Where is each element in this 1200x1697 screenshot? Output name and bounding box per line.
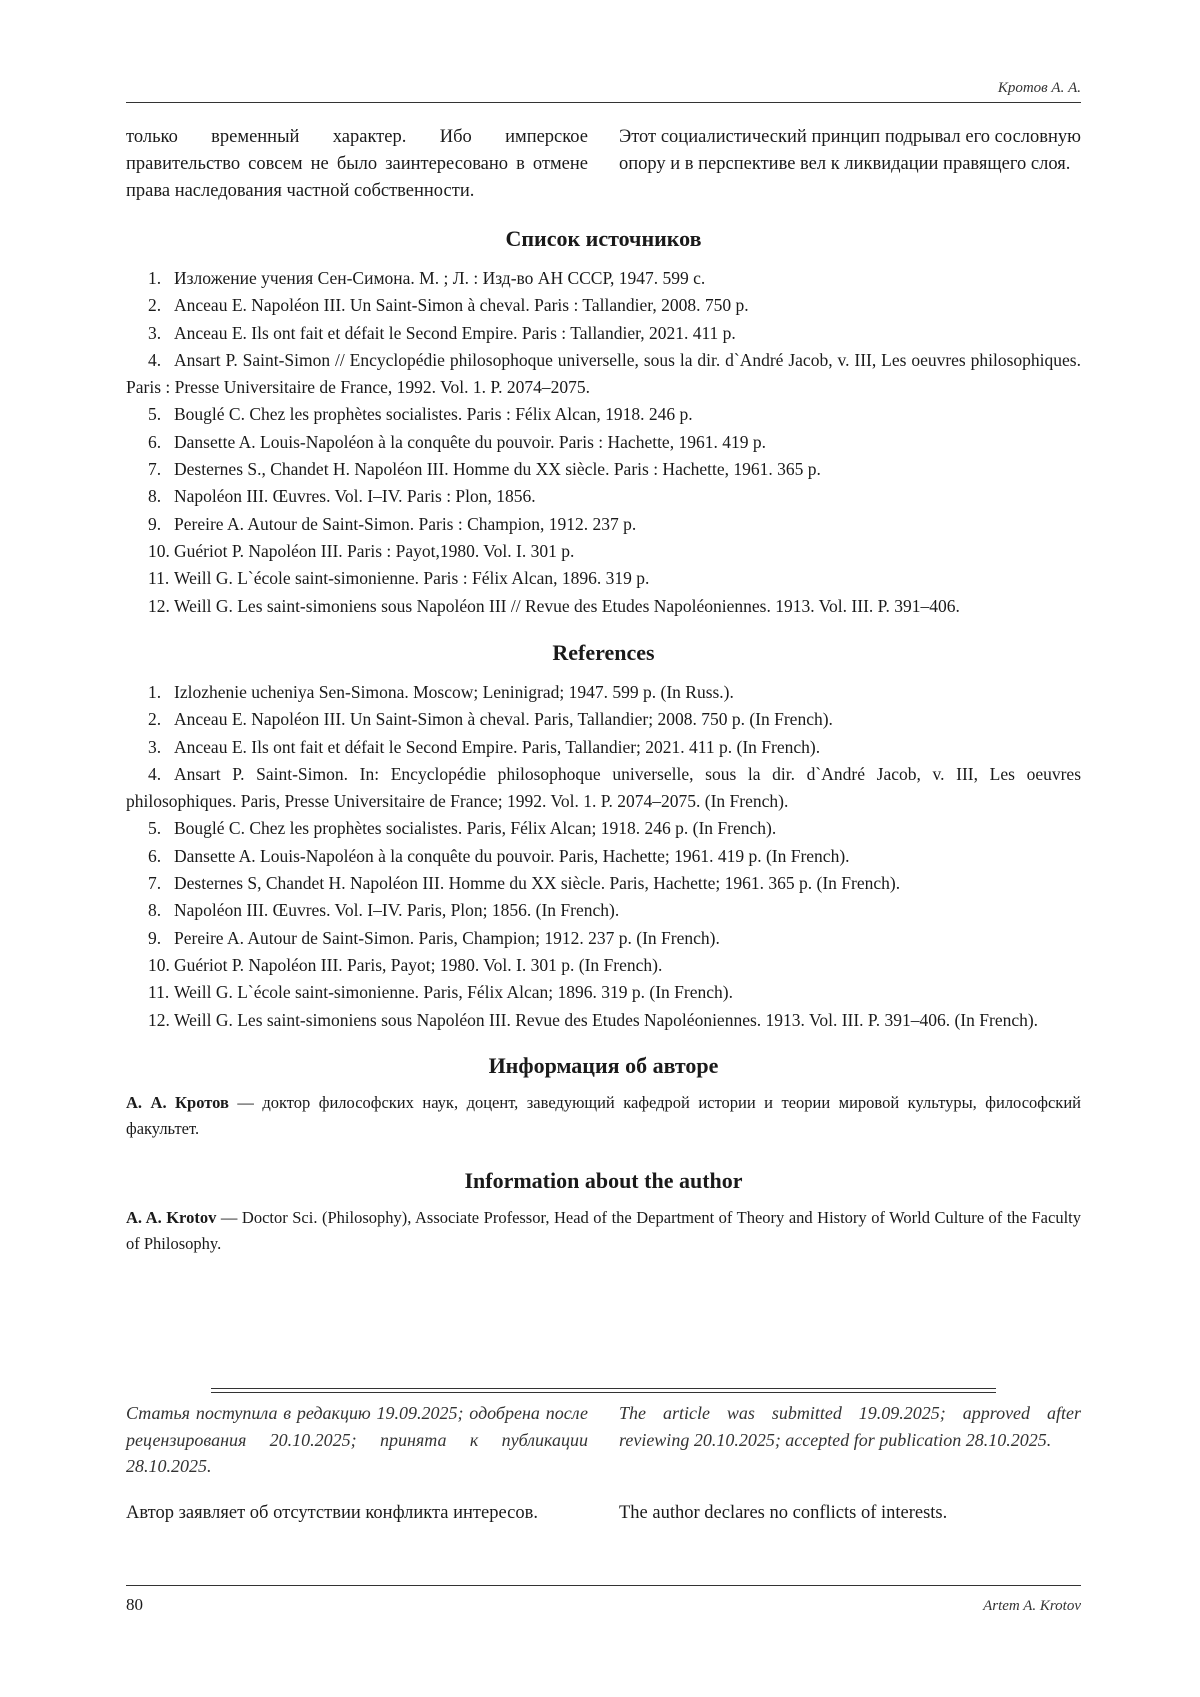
reference-text: Napoléon III. Œuvres. Vol. I–IV. Paris, Plon; 1856. (In French). [174, 900, 620, 921]
conflict-ru: Автор заявляет об отсутствии конфликта интересов. [126, 1503, 538, 1523]
reference-text: Guériot P. Napoléon III. Paris : Payot,1980. Vol. I. 301 p. [174, 540, 575, 561]
dates-en: The article was submitted 19.09.2025; approved after reviewing 20.10.2025; accepted for publication 28.10.2025. [619, 1403, 1081, 1450]
reference-number: 10. [148, 954, 170, 975]
sources-list [126, 265, 1081, 620]
reference-text: Guériot P. Napoléon III. Paris, Payot; 1980. Vol. I. 301 p. (In French). [174, 954, 663, 975]
reference-number: 9. [148, 927, 162, 948]
reference-item [126, 456, 1081, 483]
reference-number: 5. [148, 404, 162, 425]
reference-number: 7. [148, 459, 162, 480]
reference-text: Anceau E. Ils ont fait et défait le Second Empire. Paris : Tallandier, 2021. 411 p. [174, 322, 736, 343]
author-desc-ru: — доктор философских наук, доцент, заведующий кафедрой истории и теории мировой культуры, философский факультет. [126, 1093, 1081, 1138]
reference-number: 5. [148, 818, 162, 839]
reference-item [126, 870, 1081, 897]
reference-number: 1. [148, 268, 162, 288]
references-heading: References [552, 640, 655, 665]
author-name-en: A. A. Krotov [126, 1208, 217, 1227]
reference-number: 10. [148, 540, 170, 561]
author-desc-en: — Doctor Sci. (Philosophy), Associate Professor, Head of the Department of Theory and History of World Culture of the Faculty of Philosophy. [126, 1208, 1081, 1253]
reference-number: 3. [148, 322, 162, 343]
reference-text: Anceau E. Napoléon III. Un Saint-Simon à cheval. Paris : Tallandier, 2008. 750 p. [174, 295, 749, 316]
reference-text: Dansette A. Louis-Napoléon à la conquête du pouvoir. Paris : Hachette, 1961. 419 p. [174, 431, 766, 452]
reference-number: 3. [148, 736, 162, 757]
reference-text: Dansette A. Louis-Napoléon à la conquête du pouvoir. Paris, Hachette; 1961. 419 p. (In French). [174, 845, 850, 866]
reference-item [126, 979, 1081, 1006]
reference-text: Ansart P. Saint-Simon // Encyclopédie philosophoque universelle, sous la dir. d`André Jacob, v. III, Les oeuvres philosophiques. Paris : Presse Universitaire de France, 1992. Vol. 1. P. 2074–2075. [126, 349, 1081, 398]
author-name-ru: А. А. Кротов [126, 1093, 229, 1112]
reference-number: 4. [148, 349, 162, 370]
reference-item [126, 429, 1081, 456]
intro-right: Этот социалистический принцип подрывал его сословную опору и в перспективе вел к ликвидации правящего слоя. [619, 127, 1081, 174]
reference-item [126, 401, 1081, 428]
reference-text: Bouglé C. Chez les prophètes socialistes. Paris, Félix Alcan; 1918. 246 p. (In French). [174, 818, 777, 839]
reference-number: 2. [148, 709, 162, 730]
author-info-ru [126, 1090, 1081, 1142]
reference-text: Weill G. L`école saint-simonienne. Paris : Félix Alcan, 1896. 319 p. [174, 568, 650, 589]
reference-item [126, 843, 1081, 870]
reference-item [126, 1007, 1081, 1034]
reference-number: 1. [148, 682, 162, 702]
reference-number: 2. [148, 295, 162, 316]
reference-item [126, 734, 1081, 761]
reference-text: Weill G. L`école saint-simonienne. Paris, Félix Alcan; 1896. 319 p. (In French). [174, 982, 733, 1003]
reference-number: 12. [148, 595, 170, 616]
header-rule [126, 102, 1081, 103]
reference-text: Pereire A. Autour de Saint-Simon. Paris : Champion, 1912. 237 p. [174, 513, 637, 534]
reference-number: 8. [148, 486, 162, 507]
reference-text: Desternes S., Chandet H. Napoléon III. Homme du XX siècle. Paris : Hachette, 1961. 365 p. [174, 459, 821, 480]
reference-item [126, 320, 1081, 347]
reference-number: 11. [148, 568, 170, 589]
footer-rule [126, 1585, 1081, 1586]
reference-text: Bouglé C. Chez les prophètes socialistes. Paris : Félix Alcan, 1918. 246 p. [174, 404, 693, 425]
dates-block [126, 1400, 1081, 1480]
reference-text: Pereire A. Autour de Saint-Simon. Paris, Champion; 1912. 237 p. (In French). [174, 927, 720, 948]
dates-ru: Статья поступила в редакцию 19.09.2025; одобрена после рецензирования 20.10.2025; принята к публикации 28.10.2025. [126, 1403, 588, 1476]
reference-number: 6. [148, 431, 162, 452]
reference-text: Ansart P. Saint-Simon. In: Encyclopédie philosophoque universelle, sous la dir. d`André Jacob, v. III, Les oeuvres philosophiques. Paris, Presse Universitaire de France; 1992. Vol. 1. P. 2074–2075. (In French). [126, 763, 1081, 812]
reference-item [126, 565, 1081, 592]
author-info-ru-heading: Информация об авторе [488, 1053, 719, 1078]
reference-text: Weill G. Les saint-simoniens sous Napoléon III // Revue des Etudes Napoléoniennes. 1913. Vol. III. P. 391–406. [174, 595, 960, 616]
author-info-en [126, 1205, 1081, 1257]
reference-number: 9. [148, 513, 162, 534]
reference-number: 11. [148, 982, 170, 1003]
footer-author: Artem A. Krotov [983, 1598, 1081, 1614]
reference-text: Weill G. Les saint-simoniens sous Napoléon III. Revue des Etudes Napoléoniennes. 1913. Vol. III. P. 391–406. (In French). [174, 1009, 1039, 1030]
reference-number: 4. [148, 763, 162, 784]
reference-item [126, 679, 1081, 706]
page-number: 80 [126, 1595, 143, 1614]
reference-item [126, 952, 1081, 979]
reference-number: 12. [148, 1009, 170, 1030]
reference-number: 7. [148, 873, 162, 894]
sources-heading: Список источников [505, 226, 702, 251]
reference-item [126, 593, 1081, 620]
double-rule [211, 1388, 996, 1393]
conflict-en: The author declares no conflicts of interests. [619, 1503, 948, 1523]
reference-item [126, 538, 1081, 565]
reference-item [126, 347, 1081, 402]
reference-text: Anceau E. Ils ont fait et défait le Second Empire. Paris, Tallandier; 2021. 411 p. (In French). [174, 736, 821, 757]
reference-item [126, 292, 1081, 319]
author-info-en-heading: Information about the author [464, 1168, 743, 1193]
reference-item [126, 897, 1081, 924]
reference-number: 8. [148, 900, 162, 921]
reference-item [126, 815, 1081, 842]
reference-item [126, 925, 1081, 952]
reference-item [126, 265, 1081, 292]
reference-text: Изложение учения Сен-Симона. М. ; Л. : Изд-во АН СССР, 1947. 599 с. [174, 268, 706, 288]
reference-text: Napoléon III. Œuvres. Vol. I–IV. Paris : Plon, 1856. [174, 486, 536, 507]
reference-item [126, 761, 1081, 816]
reference-text: Anceau E. Napoléon III. Un Saint-Simon à cheval. Paris, Tallandier; 2008. 750 p. (In French). [174, 709, 833, 730]
reference-text: Izlozhenie ucheniya Sen-Simona. Moscow; Leninigrad; 1947. 599 p. (In Russ.). [174, 682, 734, 702]
reference-text: Desternes S, Chandet H. Napoléon III. Homme du XX siècle. Paris, Hachette; 1961. 365 p. (In French). [174, 873, 901, 894]
reference-item [126, 511, 1081, 538]
running-head: Кротов А. А. [997, 80, 1081, 96]
intro-left: только временный характер. Ибо имперское правительство совсем не было заинтересовано в отмене права наследования частной собственности. [126, 127, 588, 201]
intro-text [126, 124, 1081, 205]
references-list [126, 679, 1081, 1034]
reference-number: 6. [148, 845, 162, 866]
conflict-block [126, 1500, 1081, 1527]
reference-item [126, 483, 1081, 510]
reference-item [126, 706, 1081, 733]
